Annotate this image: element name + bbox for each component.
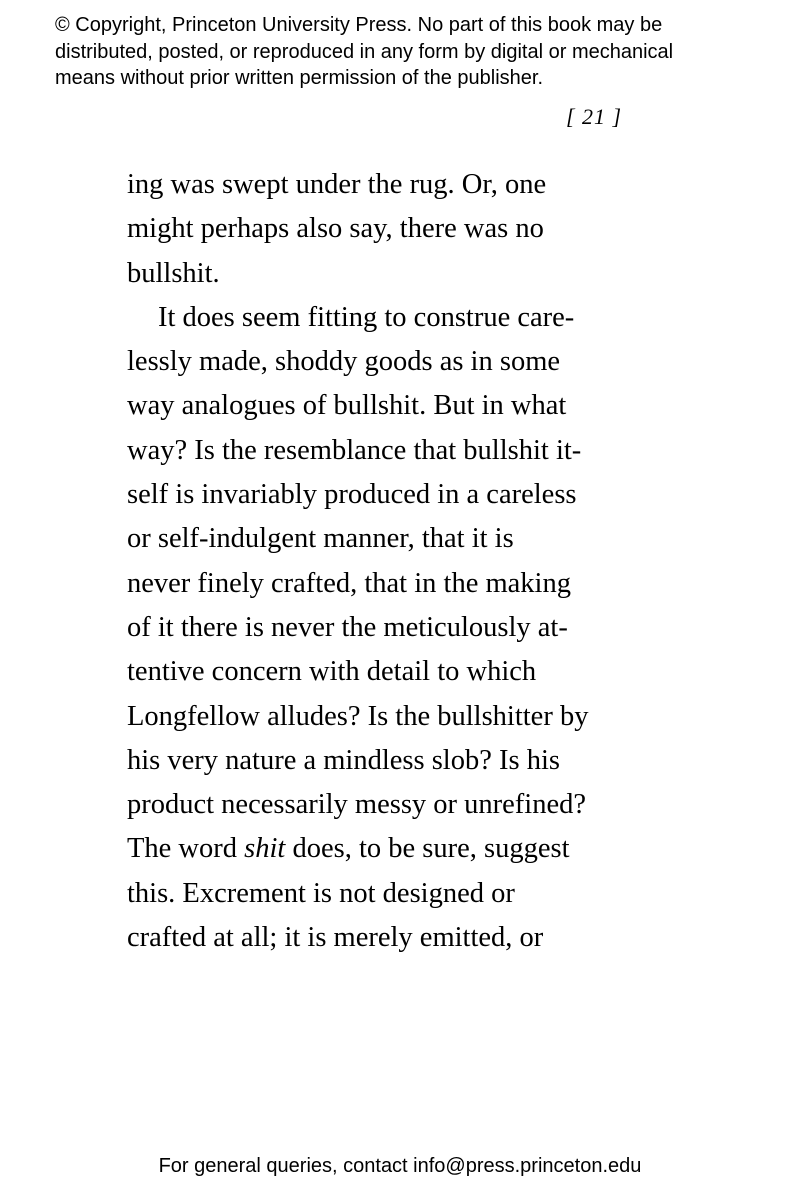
text-run: does, to be sure, suggest bbox=[285, 833, 570, 865]
text-line: might perhaps also say, there was no bbox=[127, 213, 544, 245]
text-line: way? Is the resemblance that bullshit it- bbox=[127, 434, 582, 466]
text-line: his very nature a mindless slob? Is his bbox=[127, 744, 560, 776]
paragraph-start-line: It does seem fitting to construe care- bbox=[158, 301, 575, 333]
text-line: self is invariably produced in a careless bbox=[127, 479, 577, 511]
text-line: tentive concern with detail to which bbox=[127, 656, 537, 688]
copyright-line: distributed, posted, or reproduced in any form by digital or mechanical bbox=[55, 40, 674, 63]
text-line: lessly made, shoddy goods as in some bbox=[127, 346, 561, 378]
text-line: never finely crafted, that in the making bbox=[127, 567, 571, 599]
italic-word: shit bbox=[244, 833, 286, 865]
copyright-line: means without prior written permission of the publisher. bbox=[55, 67, 544, 89]
text-line: Longfellow alludes? Is the bullshitter by bbox=[127, 700, 589, 732]
copyright-line: © Copyright, Princeton University Press. No part of this book may be bbox=[55, 14, 663, 36]
text-line: of it there is never the meticulously at- bbox=[127, 611, 568, 643]
text-line: product necessarily messy or unrefined? bbox=[127, 789, 587, 821]
text-line: or self-indulgent manner, that it is bbox=[127, 523, 514, 555]
footer-contact: For general queries, contact info@press.princeton.edu bbox=[158, 1155, 642, 1177]
body-text bbox=[127, 163, 647, 960]
text-line: crafted at all; it is merely emitted, or bbox=[127, 922, 544, 954]
text-line: this. Excrement is not designed or bbox=[127, 877, 515, 909]
text-line-with-italic bbox=[127, 827, 647, 871]
text-line: bullshit. bbox=[127, 257, 220, 289]
page-number: [ 21 ] bbox=[566, 104, 623, 129]
text-line: ing was swept under the rug. Or, one bbox=[127, 169, 547, 200]
text-run: The word bbox=[127, 833, 245, 865]
copyright-notice bbox=[55, 12, 775, 92]
text-line: way analogues of bullshit. But in what bbox=[127, 390, 567, 422]
